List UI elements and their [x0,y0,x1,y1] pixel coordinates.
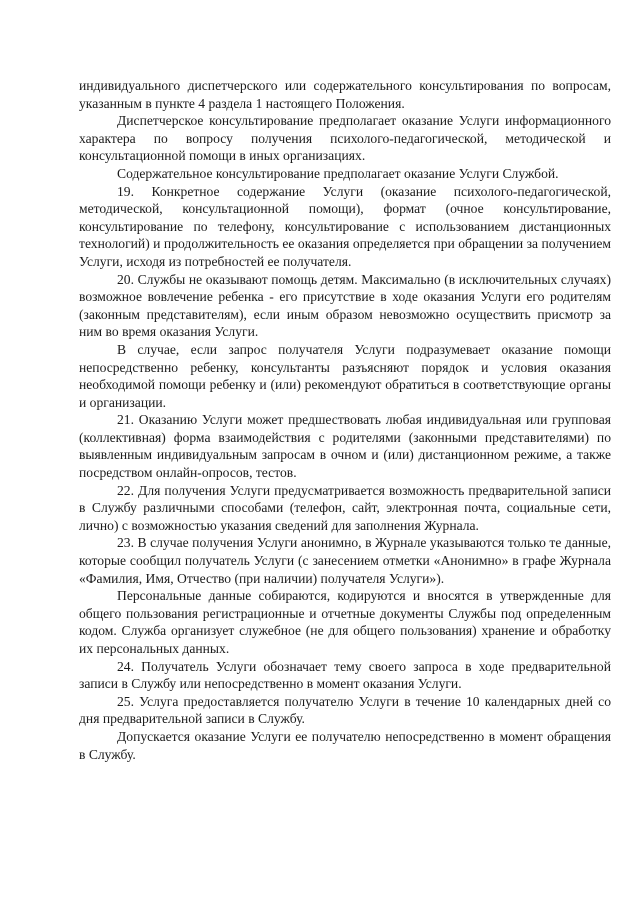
paragraph-item-21: 21. Оказанию Услуги может предшествовать любая индивидуальная или групповая (коллективная) форма взаимодействия с родителями (законными представителями) по выявленным индивидуальным запросам в очном и (или) дистанционном режиме, а также посредством онлайн-опросов, тестов. [79,412,611,481]
paragraph-immediate-service: Допускается оказание Услуги ее получателю непосредственно в момент обращения в Службу. [79,728,611,762]
paragraph-item-19: 19. Конкретное содержание Услуги (оказание психолого-педагогической, методической, консультационной помощи), формат (очное консультирование, консультирование по телефону, консультирование с использованием дистанционных технологий) и продолжительность ее оказания определяется при обращении за получением Услуги, исходя из потребностей ее получателя. [79,183,611,269]
paragraph-continuation: индивидуального диспетчерского или содержательного консультирования по вопросам, указанным в пункте 4 раздела 1 настоящего Положения. [79,78,611,111]
paragraph-child-help: В случае, если запрос получателя Услуги подразумевает оказание помощи непосредственно ребенку, консультанты разъясняют порядок и условия оказания необходимой помощи ребенку и (или) рекомендуют обратиться в соответствующие органы и организации. [79,341,611,410]
document-page [79,77,611,763]
paragraph-item-24: 24. Получатель Услуги обозначает тему своего запроса в ходе предварительной записи в Службу или непосредственно в момент оказания Услуги. [79,658,611,692]
paragraph-item-25: 25. Услуга предоставляется получателю Услуги в течение 10 календарных дней со дня предварительной записи в Службу. [79,693,611,727]
paragraph-content-consulting: Содержательное консультирование предполагает оказание Услуги Службой. [117,165,559,181]
paragraph-item-22: 22. Для получения Услуги предусматривается возможность предварительной записи в Службу различными способами (телефон, сайт, электронная почта, социальные сети, лично) с возможностью указания сведений для заполнения Журнала. [79,482,611,533]
paragraph-personal-data: Персональные данные собираются, кодируются и вносятся в утвержденные для общего пользования регистрационные и отчетные документы Службы под определенным кодом. Служба организует служебное (не для общего пользования) хранение и обработку их персональных данных. [79,588,611,656]
paragraph-dispatch-consulting: Диспетчерское консультирование предполагает оказание Услуги информационного характера по вопросу получения психолого-педагогической, методической и консультационной помощи в иных организациях. [79,113,611,164]
paragraph-item-23: 23. В случае получения Услуги анонимно, в Журнале указываются только те данные, которые сообщил получатель Услуги (с занесением отметки «Анонимно» в графе Журнала «Фамилия, Имя, Отчество (при наличии) получателя Услуги»). [79,535,611,586]
paragraph-item-20: 20. Службы не оказывают помощь детям. Максимально (в исключительных случаях) возможное вовлечение ребенка - его присутствие в ходе оказания Услуги его родителям (законным представителям), если иным образом невозможно осуществить присмотр за ним во время оказания Услуги. [79,271,611,340]
